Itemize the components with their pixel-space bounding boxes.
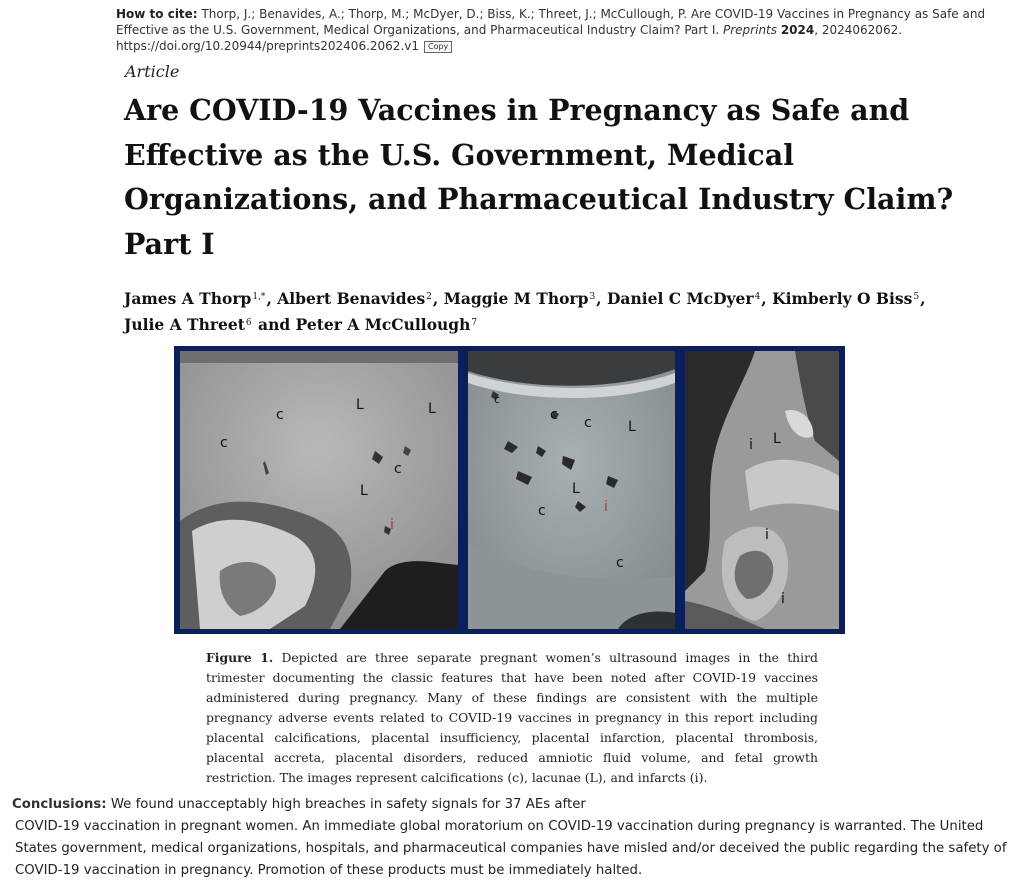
citation-doi-link[interactable]: https://doi.org/10.20944/preprints202406.2062.v1 bbox=[116, 39, 419, 53]
author-affiliation: 3 bbox=[589, 292, 596, 302]
author-affiliation: 1,* bbox=[252, 292, 266, 302]
conclusions-first-line: We found unacceptably high breaches in safety signals for 37 AEs after bbox=[110, 797, 586, 812]
author-name: Julie A Threet bbox=[124, 315, 245, 334]
author-separator: , bbox=[761, 289, 773, 308]
citation bbox=[116, 6, 996, 54]
label-lacuna: L bbox=[428, 401, 436, 417]
label-lacuna: L bbox=[773, 431, 781, 447]
author-separator: , bbox=[920, 289, 926, 308]
author-separator: , bbox=[266, 289, 278, 308]
ultrasound-image-3 bbox=[685, 351, 839, 629]
author-affiliation: 7 bbox=[471, 318, 478, 328]
label-calcification: c bbox=[394, 461, 402, 477]
author-name: Kimberly O Biss bbox=[772, 289, 913, 308]
label-infarct: i bbox=[781, 591, 785, 607]
author-separator: and bbox=[252, 315, 296, 334]
ultrasound-image-1 bbox=[180, 351, 458, 629]
author-name: Peter A McCullough bbox=[295, 315, 471, 334]
conclusions-label: Conclusions: bbox=[12, 797, 107, 812]
label-infarct: i bbox=[390, 517, 394, 533]
author-name: Daniel C McDyer bbox=[606, 289, 754, 308]
label-infarct: i bbox=[604, 499, 608, 515]
author-list bbox=[124, 285, 984, 337]
label-calcification: c bbox=[494, 393, 501, 406]
label-lacuna: L bbox=[360, 483, 368, 499]
author-affiliation: 4 bbox=[754, 292, 761, 302]
ultrasound-panel-2 bbox=[468, 351, 675, 629]
citation-label: How to cite: bbox=[116, 7, 198, 21]
ultrasound-panel-1 bbox=[180, 351, 458, 629]
label-calcification: c bbox=[220, 435, 228, 451]
label-lacuna: L bbox=[628, 419, 636, 435]
author-affiliation: 6 bbox=[245, 318, 252, 328]
label-lacuna: L bbox=[356, 397, 364, 413]
citation-text-2: , 2024062062. bbox=[814, 23, 903, 37]
label-calcification: c bbox=[616, 555, 624, 571]
conclusions-section bbox=[12, 794, 1022, 882]
label-calcification: c bbox=[550, 407, 558, 423]
figure-caption bbox=[206, 648, 818, 788]
citation-text: Thorp, J.; Benavides, A.; Thorp, M.; McDyer, D.; Biss, K.; Threet, J.; McCullough, P. Are COVID-19 Vaccines in Pregnancy as Safe and Effective as the U.S. Government, Medical Organizations, and Pharmaceutical Industry Claim? Part I. bbox=[116, 7, 986, 37]
caption-text: Depicted are three separate pregnant women’s ultrasound images in the third trimester documenting the classic features that have been noted after COVID-19 vaccines administered during pregnancy. Many of these findings are consistent with the multiple pregnancy adverse events related to COVID-19 vaccines in pregnancy in this report including placental calcifications, placental insufficiency, placental infarction, placental thrombosis, placental accreta, placental disorders, reduced amniotic fluid volume, and fetal growth restriction. The images represent calcifications (c), lacunae (L), and infarcts (i). bbox=[206, 650, 818, 785]
author-affiliation: 5 bbox=[913, 292, 920, 302]
author-name: James A Thorp bbox=[124, 289, 252, 308]
author-name: Albert Benavides bbox=[277, 289, 426, 308]
ultrasound-panel-3 bbox=[685, 351, 839, 629]
author-separator: , bbox=[596, 289, 607, 308]
article-type: Article bbox=[125, 62, 180, 81]
label-infarct: i bbox=[749, 437, 753, 453]
caption-label: Figure 1. bbox=[206, 650, 274, 665]
conclusions-text: COVID-19 vaccination in pregnant women. An immediate global moratorium on COVID-19 vaccination during pregnancy is warranted. The United States government, medical organizations, hospitals, and pharmaceutical companies have misled and/or deceived the public regarding the safety of COVID-19 vaccination in pregnancy. Promotion of these products must be immediately halted. bbox=[15, 819, 1007, 878]
label-infarct: i bbox=[765, 527, 769, 543]
label-calcification: c bbox=[276, 407, 284, 423]
paper-title: Are COVID-19 Vaccines in Pregnancy as Safe and Effective as the U.S. Government, Medical Organizations, and Pharmaceutical Industry Claim? Part I bbox=[124, 93, 954, 261]
author-affiliation: 2 bbox=[426, 292, 432, 302]
copy-button[interactable]: Copy bbox=[424, 41, 452, 53]
label-lacuna: L bbox=[572, 481, 580, 497]
figure-1-ultrasound-images bbox=[174, 346, 845, 634]
citation-year: 2024 bbox=[780, 23, 815, 37]
author-name: Maggie M Thorp bbox=[443, 289, 589, 308]
citation-journal: Preprints bbox=[723, 23, 777, 37]
author-separator: , bbox=[432, 289, 444, 308]
label-calcification: c bbox=[584, 415, 592, 431]
label-calcification: c bbox=[538, 503, 546, 519]
